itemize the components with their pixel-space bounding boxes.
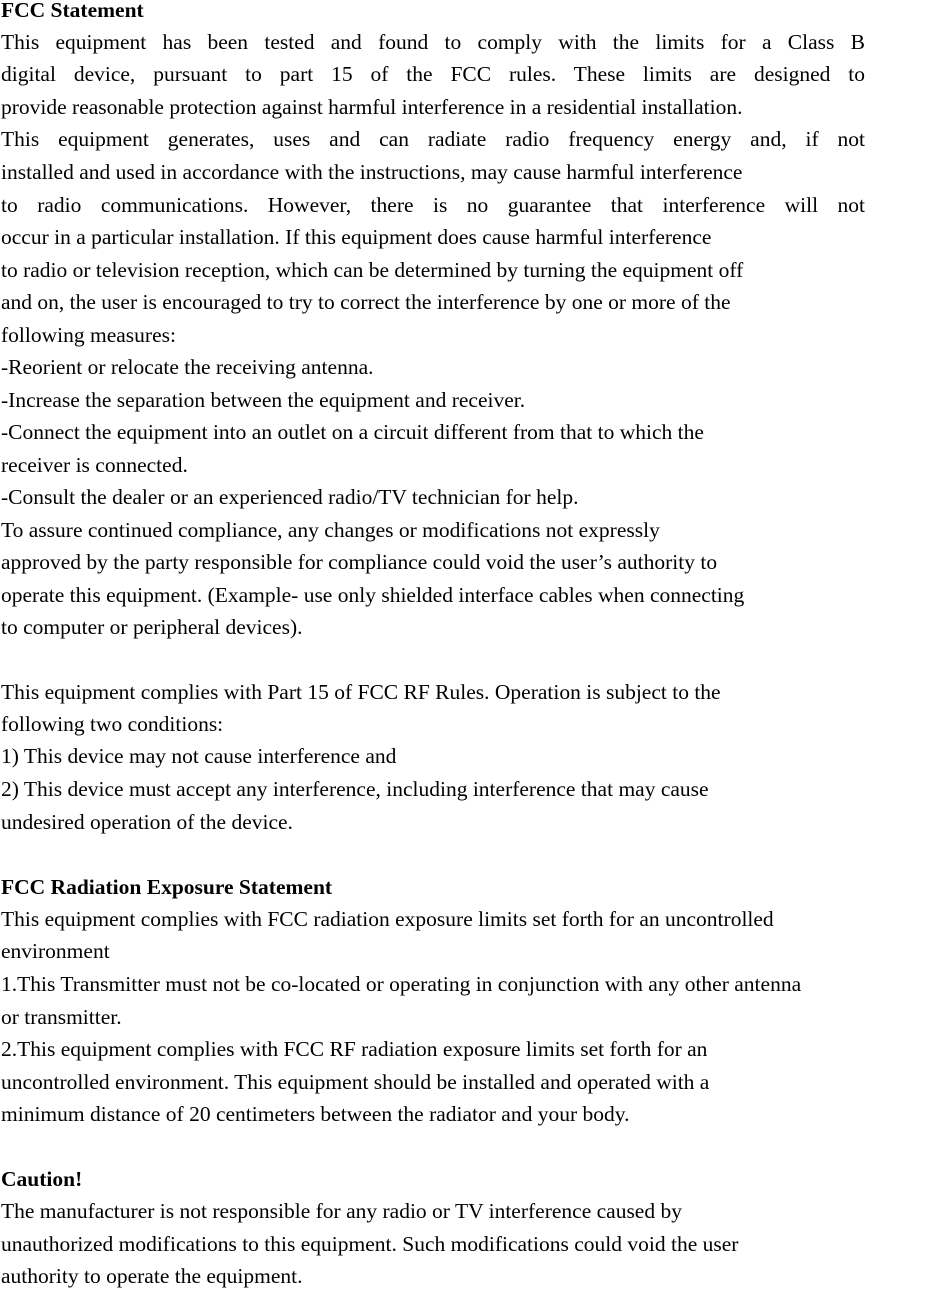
fcc-measure-item: -Connect the equipment into an outlet on a circuit different from that to which the [1, 420, 704, 444]
radiation-exposure-line: 2.This equipment complies with FCC RF radiation exposure limits set forth for an [1, 1037, 708, 1061]
fcc-measure-item: -Increase the separation between the equipment and receiver. [1, 388, 526, 412]
fcc-measure-item: -Consult the dealer or an experienced radio/TV technician for help. [1, 485, 579, 509]
part15-line: following two conditions: [1, 712, 224, 736]
fcc-statement-line: provide reasonable protection against harmful interference in a residential installation. [1, 95, 743, 119]
radiation-exposure-line: 1.This Transmitter must not be co-located or operating in conjunction with any other antenna [1, 972, 802, 996]
fcc-statement-line: digital device, pursuant to part 15 of the FCC rules. These limits are designed to [1, 62, 865, 86]
radiation-exposure-line: or transmitter. [1, 1005, 122, 1029]
fcc-measure-item: -Reorient or relocate the receiving antenna. [1, 355, 374, 379]
fcc-statement-line: and on, the user is encouraged to try to correct the interference by one or more of the [1, 290, 731, 314]
fcc-statement-line: This equipment generates, uses and can radiate radio frequency energy and, if not [1, 127, 865, 151]
fcc-statement-line: operate this equipment. (Example- use only shielded interface cables when connecting [1, 583, 745, 607]
caution-line: The manufacturer is not responsible for any radio or TV interference caused by [1, 1199, 682, 1223]
caution-line: authority to operate the equipment. [1, 1264, 303, 1288]
radiation-exposure-heading: FCC Radiation Exposure Statement [1, 875, 333, 899]
part15-line: This equipment complies with Part 15 of FCC RF Rules. Operation is subject to the [1, 680, 721, 704]
radiation-exposure-line: environment [1, 939, 110, 963]
radiation-exposure-line: This equipment complies with FCC radiation exposure limits set forth for an uncontrolled [1, 907, 774, 931]
caution-heading: Caution! [1, 1167, 83, 1191]
caution-line: unauthorized modifications to this equipment. Such modifications could void the user [1, 1232, 739, 1256]
part15-condition-item: 2) This device must accept any interference, including interference that may cause [1, 777, 709, 801]
fcc-statement-line: To assure continued compliance, any changes or modifications not expressly [1, 518, 660, 542]
fcc-statement-heading: FCC Statement [1, 0, 144, 22]
fcc-statement-line: to computer or peripheral devices). [1, 615, 303, 639]
part15-condition-item: undesired operation of the device. [1, 810, 293, 834]
fcc-measure-item: receiver is connected. [1, 453, 188, 477]
fcc-statement-line: This equipment has been tested and found to comply with the limits for a Class B [1, 30, 865, 54]
part15-condition-item: 1) This device may not cause interference and [1, 744, 397, 768]
radiation-exposure-line: minimum distance of 20 centimeters between the radiator and your body. [1, 1102, 630, 1126]
fcc-statement-line: installed and used in accordance with the instructions, may cause harmful interference [1, 160, 743, 184]
radiation-exposure-line: uncontrolled environment. This equipment should be installed and operated with a [1, 1070, 710, 1094]
fcc-statement-line: to radio communications. However, there is no guarantee that interference will not [1, 193, 865, 217]
fcc-statement-line: to radio or television reception, which can be determined by turning the equipment off [1, 258, 744, 282]
fcc-statement-line: approved by the party responsible for compliance could void the user’s authority to [1, 550, 718, 574]
fcc-statement-line: following measures: [1, 323, 176, 347]
fcc-statement-line: occur in a particular installation. If this equipment does cause harmful interference [1, 225, 712, 249]
